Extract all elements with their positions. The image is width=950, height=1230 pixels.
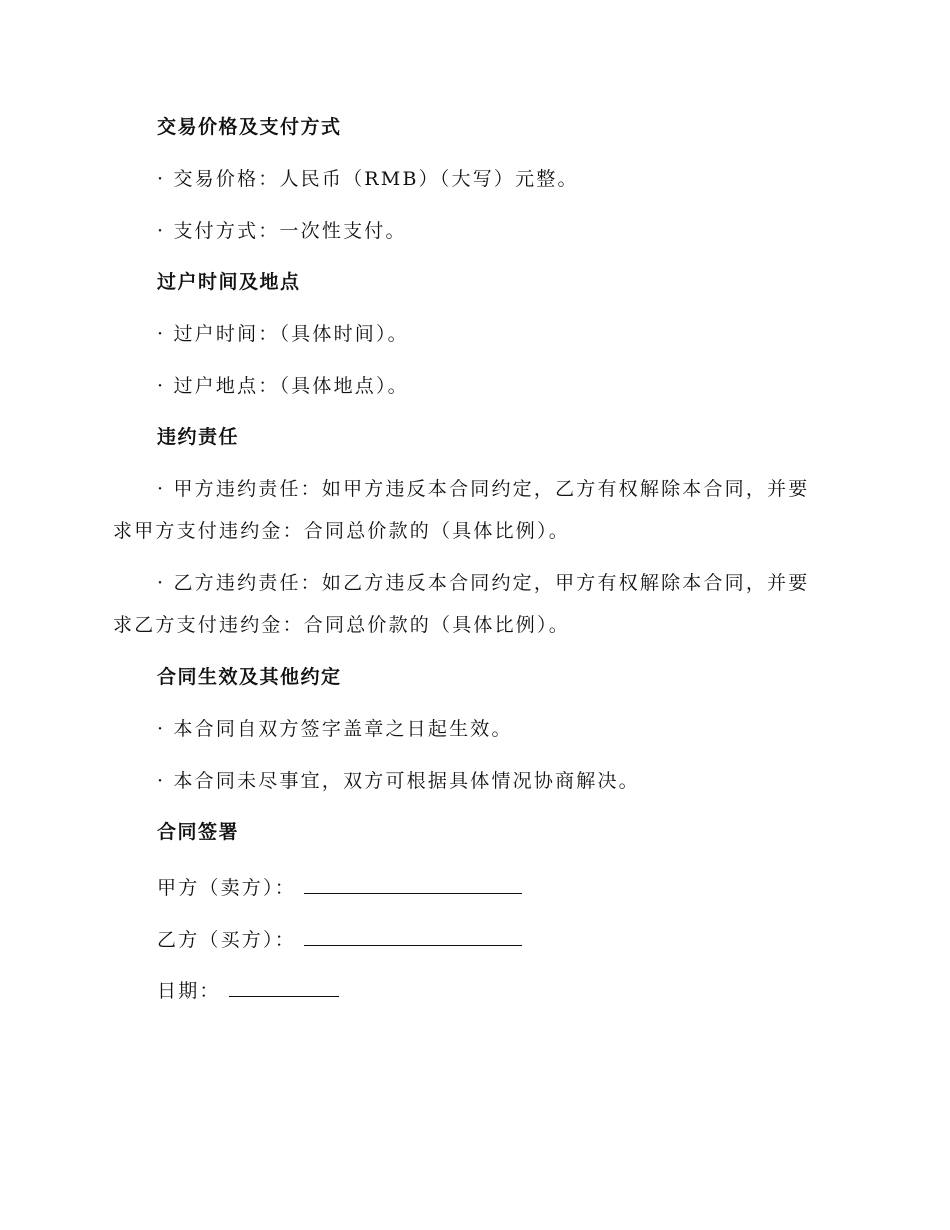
breach-party-a-line1: · 甲方违约责任：如甲方违反本合同约定，乙方有权解除本合同，并要 [157,478,810,500]
section-heading-transfer: 过户时间及地点 [157,271,301,293]
payment-method-item: · 支付方式：一次性支付。 [157,220,407,242]
party-a-signature-line [304,871,522,894]
breach-party-b-line1: · 乙方违约责任：如乙方违反本合同约定，甲方有权解除本合同，并要 [157,572,810,594]
price-item: · 交易价格：人民币（RMB）（大写）元整。 [157,168,579,190]
date-signature-line [229,974,339,997]
other-matters-item: · 本合同未尽事宜，双方可根据具体情况协商解决。 [157,770,640,792]
section-heading-effect: 合同生效及其他约定 [157,666,342,688]
section-heading-breach: 违约责任 [157,426,240,448]
effect-item: · 本合同自双方签字盖章之日起生效。 [157,718,513,740]
transfer-place-item: · 过户地点：（具体地点）。 [157,375,409,397]
signature-party-a [157,871,522,901]
section-heading-signature: 合同签署 [157,821,240,843]
date-label: 日期： [157,980,221,1002]
party-b-label: 乙方（买方）： [157,929,296,951]
breach-party-a-line2: 求甲方支付违约金：合同总价款的（具体比例）。 [113,520,570,542]
party-a-label: 甲方（卖方）： [157,877,296,899]
signature-date [157,974,339,1004]
party-b-signature-line [304,923,522,946]
signature-party-b [157,923,522,953]
breach-party-b-line2: 求乙方支付违约金：合同总价款的（具体比例）。 [113,614,570,636]
transfer-time-item: · 过户时间：（具体时间）。 [157,323,409,345]
section-heading-price: 交易价格及支付方式 [157,116,342,138]
